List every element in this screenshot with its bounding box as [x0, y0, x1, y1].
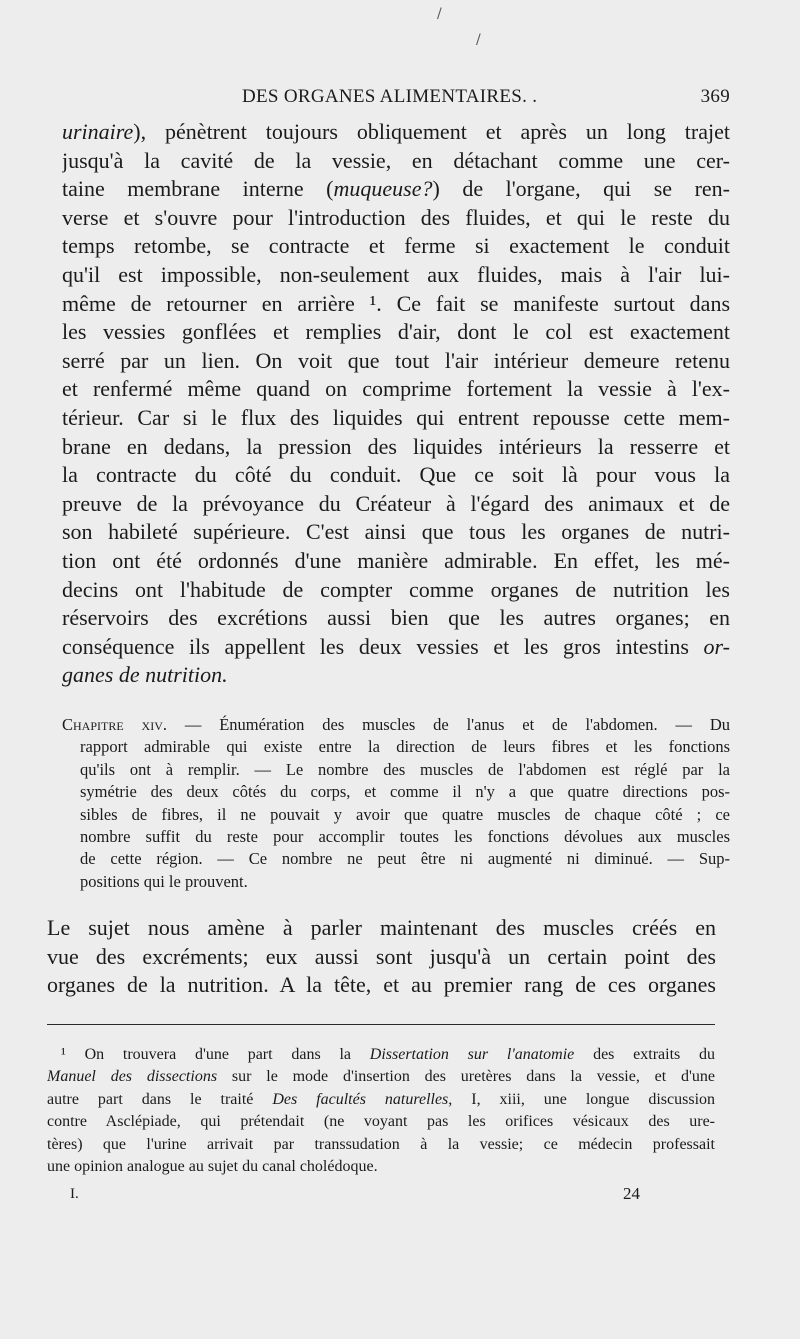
text-line: taine membrane interne (muqueuse?) de l'organe, qui se ren-	[62, 176, 730, 202]
text-line: réservoirs des excrétions aussi bien que les autres organes; en	[62, 605, 730, 631]
text-line: la contracte du côté du conduit. Que ce soit là pour vous la	[62, 462, 730, 488]
footnote-line: ¹ On trouvera d'une part dans la Dissertation sur l'anatomie des extraits du	[61, 1046, 715, 1063]
footnote-line: une opinion analogue au sujet du canal cholédoque.	[47, 1157, 378, 1175]
text-line: même de retourner en arrière ¹. Ce fait se manifeste surtout dans	[62, 290, 730, 316]
footnote-rule	[47, 1024, 715, 1025]
footnote-line: tères) que l'urine arrivait par transsudation à la vessie; ce médecin professait	[47, 1135, 715, 1153]
signature-mark: I.	[70, 1186, 79, 1202]
text-line: urinaire), pénètrent toujours obliquement et après un long trajet	[62, 119, 730, 144]
chapter-label: Chapitre xiv.	[62, 715, 167, 734]
summary-line: rapport admirable qui existe entre la direction de leurs fibres et les fonctions	[80, 737, 730, 757]
running-title: DES ORGANES ALIMENTAIRES. .	[242, 86, 538, 107]
text-line: Le sujet nous amène à parler maintenant des muscles créés en	[47, 915, 716, 940]
pencil-mark: /	[476, 32, 481, 48]
summary-line: Chapitre xiv. — Énumération des muscles de l'anus et de l'abdomen. — Du	[62, 715, 730, 734]
summary-line: qu'ils ont à remplir. — Le nombre des muscles de l'abdomen est réglé par la	[80, 759, 730, 779]
footnote-line: contre Asclépiade, qui prétendait (ne voyant pas les orifices vésicaux des ure-	[47, 1113, 715, 1131]
summary-line: de cette région. — Ce nombre ne peut être ni augmenté ni diminué. — Sup-	[80, 849, 730, 869]
chapter-summary	[62, 714, 730, 893]
text-line: preuve de la prévoyance du Créateur à l'égard des animaux et de	[62, 490, 730, 516]
summary-line: positions qui le prouvent.	[80, 871, 248, 891]
text-line: temps retombe, se contracte et ferme si exactement le conduit	[62, 233, 730, 259]
text-line: et renfermé même quand on comprime fortement la vessie à l'ex-	[62, 376, 730, 402]
text-line: organes de la nutrition. A la tête, et au premier rang de ces organes	[47, 972, 716, 998]
text-line: les vessies gonflées et remplies d'air, dont le col est exactement	[62, 319, 730, 345]
text-line: vue des excréments; eux aussi sont jusqu'à un certain point des	[47, 943, 716, 969]
main-paragraph	[62, 118, 730, 690]
text-line: conséquence ils appellent les deux vessies et les gros intestins or-	[62, 633, 730, 659]
text-line: decins ont l'habitude de compter comme organes de nutrition les	[62, 576, 730, 602]
chapter-paragraph	[47, 914, 716, 1000]
text-line: verse et s'ouvre pour l'introduction des fluides, et qui le reste du	[62, 204, 730, 230]
footnote-line: autre part dans le traité Des facultés naturelles, I, xiii, une longue discussion	[47, 1090, 715, 1108]
text-line: tion ont été ordonnés d'une manière admirable. En effet, les mé-	[62, 547, 730, 573]
summary-line: sibles de fibres, il ne pouvait y avoir que quatre muscles de chaque côté ; ce	[80, 804, 730, 824]
summary-line: nombre suffit du reste pour accomplir toutes les fonctions dévolues aux muscles	[80, 826, 730, 846]
footnote-line: Manuel des dissections sur le mode d'insertion des uretères dans la vessie, et d'une	[47, 1068, 715, 1086]
text-line: qu'il est impossible, non-seulement aux fluides, mais à l'air lui-	[62, 261, 730, 287]
page-number: 369	[700, 86, 730, 107]
text-line: brane en dedans, la pression des liquides intérieurs la resserre et	[62, 433, 730, 459]
text-line: serré par un lien. On voit que tout l'air intérieur demeure retenu	[62, 347, 730, 373]
text-line: ganes de nutrition.	[62, 662, 228, 688]
footnote	[47, 1044, 715, 1178]
text-line: jusqu'à la cavité de la vessie, en détachant comme une cer-	[62, 147, 730, 173]
pencil-mark: /	[437, 6, 442, 22]
running-header	[62, 86, 730, 114]
text-line: térieur. Car si le flux des liquides qui entrent repousse cette mem-	[62, 404, 730, 430]
summary-line: symétrie des deux côtés du corps, et comme il n'y a que quatre directions pos-	[80, 782, 730, 802]
text-line: son habileté supérieure. C'est ainsi que tous les organes de nutri-	[62, 519, 730, 545]
sheet-number: 24	[623, 1184, 640, 1203]
